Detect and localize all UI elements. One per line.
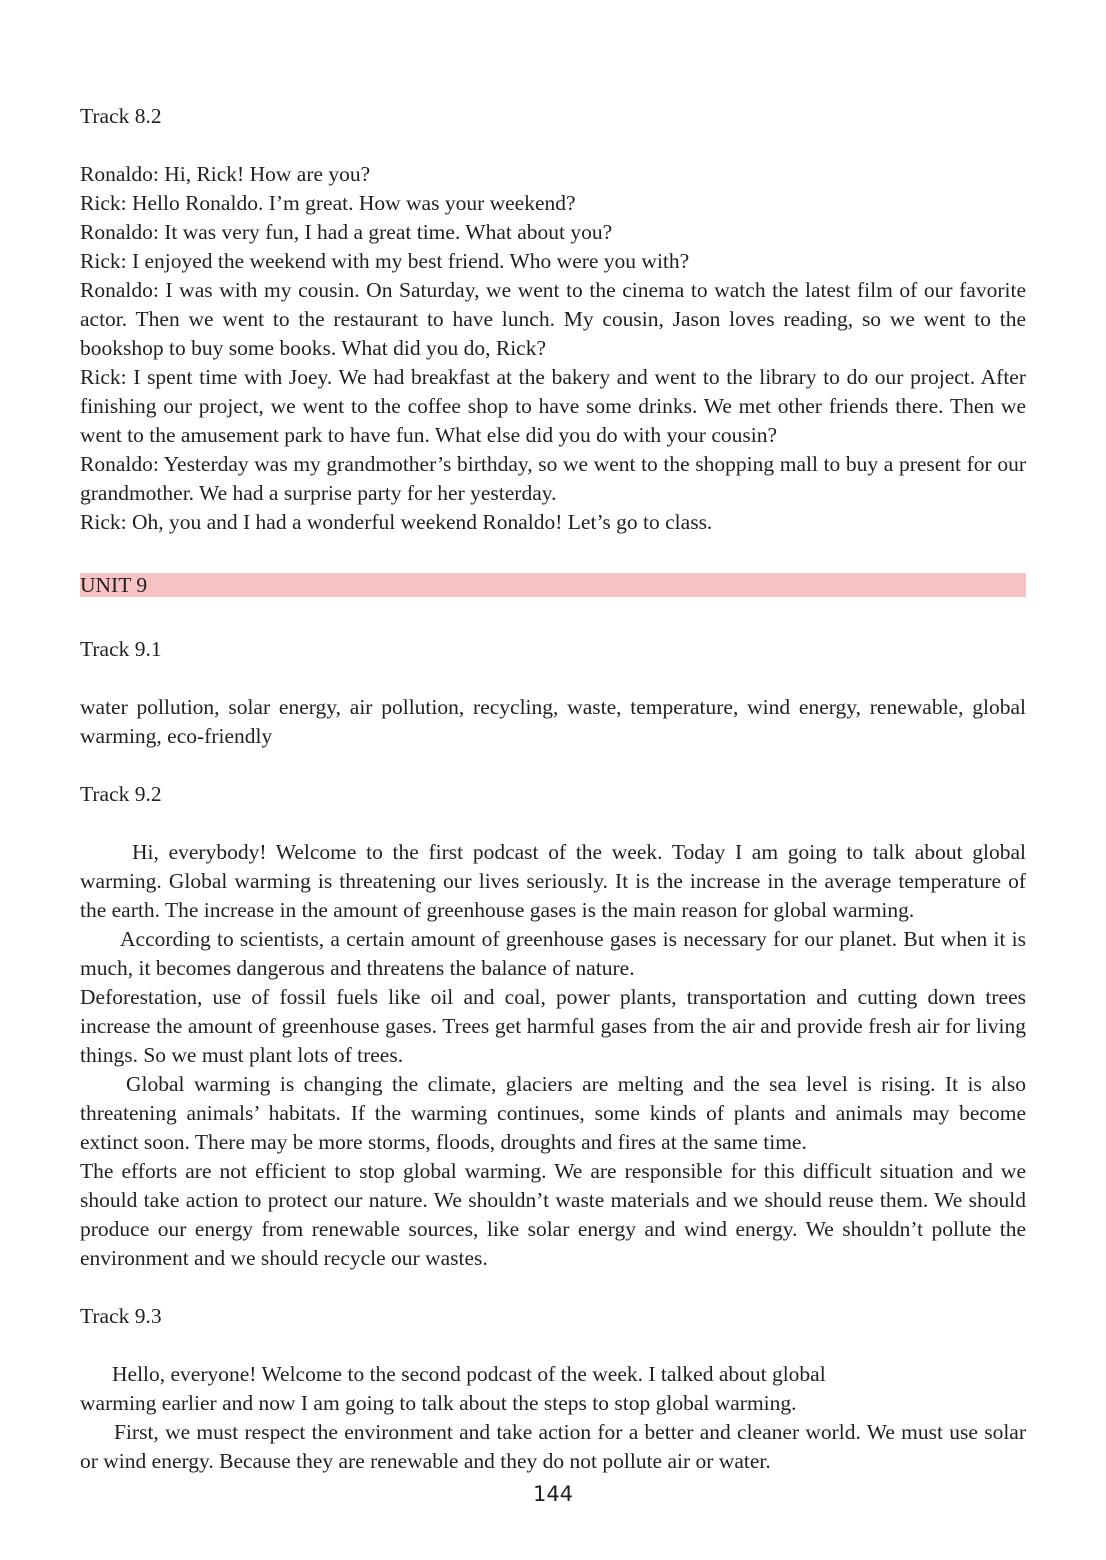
dialogue-line: Ronaldo: I was with my cousin. On Saturday, we went to the cinema to watch the latest film of our favorite actor. Then we went to the restaurant to have lunch. My cousin, Jason loves reading, so we went to the bookshop to buy some books. What did you do, Rick? bbox=[80, 278, 1026, 360]
dialogue-line: Ronaldo: It was very fun, I had a great time. What about you? bbox=[80, 220, 613, 244]
dialogue-line: Rick: Oh, you and I had a wonderful weekend Ronaldo! Let’s go to class. bbox=[80, 510, 713, 534]
podcast-paragraph: First, we must respect the environment and take action for a better and cleaner world. We must use solar or wind energy. Because they are renewable and they do not pollute air or water. bbox=[80, 1420, 1026, 1473]
track-9-3-heading: Track 9.3 bbox=[80, 1304, 162, 1328]
page-number: 144 bbox=[532, 1482, 574, 1506]
dialogue-line: Ronaldo: Hi, Rick! How are you? bbox=[80, 162, 371, 186]
dialogue-line: Rick: Hello Ronaldo. I’m great. How was your weekend? bbox=[80, 191, 576, 215]
page-content bbox=[80, 102, 1026, 1476]
podcast-paragraph: Deforestation, use of fossil fuels like oil and coal, power plants, transportation and cutting down trees increase the amount of greenhouse gases. Trees get harmful gases from the air and provide fresh air for living things. So we must plant lots of trees. bbox=[80, 985, 1026, 1067]
podcast-paragraph: The efforts are not efficient to stop global warming. We are responsible for this difficult situation and we should take action to protect our nature. We shouldn’t waste materials and we should reuse them. We should produce our energy from renewable sources, like solar energy and wind energy. We shouldn’t pollute the environment and we should recycle our wastes. bbox=[80, 1159, 1026, 1270]
dialogue-line: Rick: I enjoyed the weekend with my best friend. Who were you with? bbox=[80, 249, 690, 273]
dialogue-line: Ronaldo: Yesterday was my grandmother’s birthday, so we went to the shopping mall to buy a present for our grandmother. We had a surprise party for her yesterday. bbox=[80, 452, 1026, 505]
track-9-2-heading: Track 9.2 bbox=[80, 782, 162, 806]
track-8-2-heading: Track 8.2 bbox=[80, 104, 162, 128]
podcast-paragraph: Hi, everybody! Welcome to the first podcast of the week. Today I am going to talk about global warming. Global warming is threatening our lives seriously. It is the increase in the average temperature of the earth. The increase in the amount of greenhouse gases is the main reason for global warming. bbox=[80, 840, 1026, 922]
vocabulary-list: water pollution, solar energy, air pollution, recycling, waste, temperature, wind energy, renewable, global warming, eco-friendly bbox=[80, 695, 1026, 748]
podcast-paragraph: Global warming is changing the climate, glaciers are melting and the sea level is rising. It is also threatening animals’ habitats. If the warming continues, some kinds of plants and animals may become extinct soon. There may be more storms, floods, droughts and fires at the same time. bbox=[80, 1072, 1026, 1154]
track-9-1-heading: Track 9.1 bbox=[80, 637, 162, 661]
podcast-paragraph: Hello, everyone! Welcome to the second podcast of the week. I talked about global bbox=[112, 1362, 826, 1386]
dialogue-line: Rick: I spent time with Joey. We had breakfast at the bakery and went to the library to do our project. After finishing our project, we went to the coffee shop to have some drinks. We met other friends there. Then we went to the amusement park to have fun. What else did you do with your cousin? bbox=[80, 365, 1026, 447]
unit-9-heading: UNIT 9 bbox=[80, 573, 1026, 597]
podcast-paragraph: According to scientists, a certain amount of greenhouse gases is necessary for our planet. But when it is much, it becomes dangerous and threatens the balance of nature. bbox=[80, 927, 1026, 980]
podcast-paragraph: warming earlier and now I am going to talk about the steps to stop global warming. bbox=[80, 1391, 797, 1415]
